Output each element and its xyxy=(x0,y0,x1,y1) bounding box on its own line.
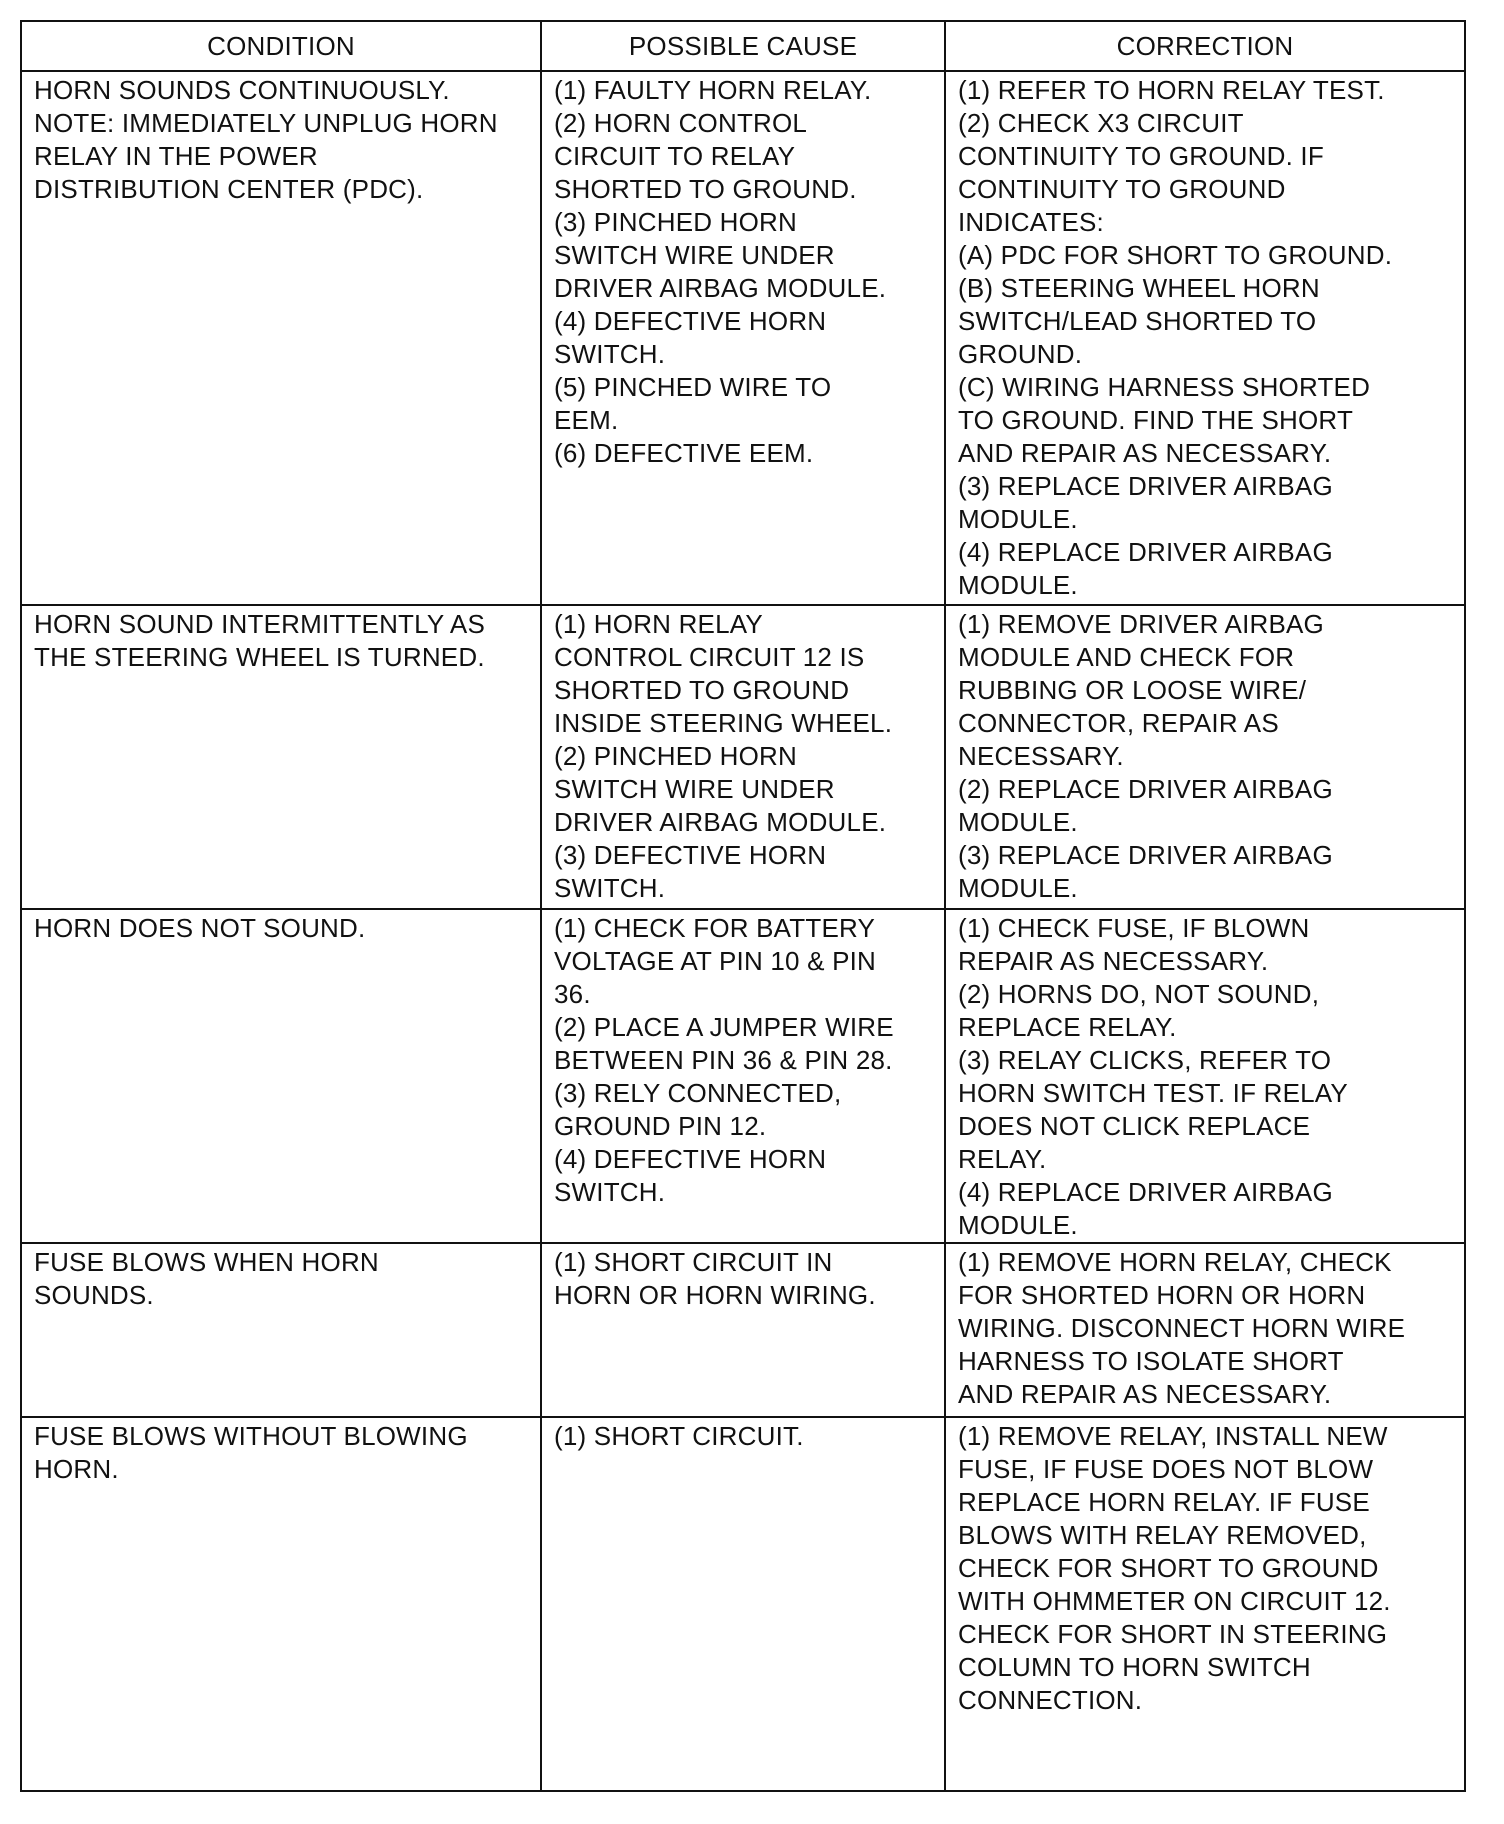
cell-text-line: HORN DOES NOT SOUND. xyxy=(34,913,366,943)
possible-cause-cell xyxy=(541,1243,945,1417)
cell-text-line: (1) SHORT CIRCUIT. xyxy=(554,1421,804,1451)
cell-text-line: (1) REFER TO HORN RELAY TEST. xyxy=(958,75,1385,105)
cell-text-line: THE STEERING WHEEL IS TURNED. xyxy=(34,642,485,672)
condition-cell xyxy=(21,605,541,909)
correction-cell xyxy=(945,909,1465,1243)
diagnosis-table xyxy=(20,20,1466,1792)
cell-text-line: SWITCH. xyxy=(554,1177,666,1207)
cell-text-line: VOLTAGE AT PIN 10 & PIN xyxy=(554,946,877,976)
cell-text-line: DRIVER AIRBAG MODULE. xyxy=(554,807,887,837)
cell-text-line: (3) PINCHED HORN xyxy=(554,207,797,237)
cell-text-line: SWITCH. xyxy=(554,339,666,369)
cell-text-line: (4) REPLACE DRIVER AIRBAG xyxy=(958,1177,1333,1207)
cell-text-line: INDICATES: xyxy=(958,207,1104,237)
cell-text-line: REPLACE HORN RELAY. IF FUSE xyxy=(958,1487,1370,1517)
correction-cell xyxy=(945,1417,1465,1791)
header-row xyxy=(21,21,1465,71)
cell-text-line: CONTINUITY TO GROUND. IF xyxy=(958,141,1324,171)
cell-text-line: (2) HORN CONTROL xyxy=(554,108,808,138)
cell-text-line: MODULE. xyxy=(958,504,1078,534)
cell-text-line: (3) REPLACE DRIVER AIRBAG xyxy=(958,471,1333,501)
cell-text-line: SWITCH WIRE UNDER xyxy=(554,774,835,804)
cell-text-line: BLOWS WITH RELAY REMOVED, xyxy=(958,1520,1367,1550)
cell-text-line: CONTROL CIRCUIT 12 IS xyxy=(554,642,865,672)
cell-text-line: REPAIR AS NECESSARY. xyxy=(958,946,1269,976)
cell-text-line: (3) RELAY CLICKS, REFER TO xyxy=(958,1045,1332,1075)
cell-text-line: RUBBING OR LOOSE WIRE/ xyxy=(958,675,1307,705)
condition-cell xyxy=(21,71,541,605)
table-row xyxy=(21,1417,1465,1791)
cell-text-line: SWITCH/LEAD SHORTED TO xyxy=(958,306,1317,336)
cell-text-line: (4) DEFECTIVE HORN xyxy=(554,306,827,336)
cell-text-line: SHORTED TO GROUND xyxy=(554,675,850,705)
cell-text-line: (1) FAULTY HORN RELAY. xyxy=(554,75,872,105)
cell-text-line: (5) PINCHED WIRE TO xyxy=(554,372,832,402)
cell-text-line: AND REPAIR AS NECESSARY. xyxy=(958,438,1332,468)
correction-cell xyxy=(945,71,1465,605)
table-row xyxy=(21,71,1465,605)
cell-text-line: 36. xyxy=(554,979,591,1009)
cell-text-line: (1) REMOVE RELAY, INSTALL NEW xyxy=(958,1421,1388,1451)
cell-text-line: FOR SHORTED HORN OR HORN xyxy=(958,1280,1366,1310)
cell-text-line: CONTINUITY TO GROUND xyxy=(958,174,1286,204)
table-row xyxy=(21,1243,1465,1417)
cell-text-line: HORN SWITCH TEST. IF RELAY xyxy=(958,1078,1348,1108)
cell-text-line: MODULE. xyxy=(958,570,1078,600)
cell-text-line: HORN SOUNDS CONTINUOUSLY. xyxy=(34,75,450,105)
cell-text-line: FUSE BLOWS WITHOUT BLOWING xyxy=(34,1421,468,1451)
cell-text-line: (4) REPLACE DRIVER AIRBAG xyxy=(958,537,1333,567)
cell-text-line: (3) REPLACE DRIVER AIRBAG xyxy=(958,840,1333,870)
cell-text-line: WIRING. DISCONNECT HORN WIRE xyxy=(958,1313,1406,1343)
condition-cell xyxy=(21,909,541,1243)
possible-cause-cell xyxy=(541,605,945,909)
cell-text-line: (1) CHECK FOR BATTERY xyxy=(554,913,876,943)
table-row xyxy=(21,909,1465,1243)
cell-text-line: EEM. xyxy=(554,405,619,435)
cell-text-line: BETWEEN PIN 36 & PIN 28. xyxy=(554,1045,893,1075)
cell-text-line: HORN OR HORN WIRING. xyxy=(554,1280,876,1310)
cell-text-line: DRIVER AIRBAG MODULE. xyxy=(554,273,887,303)
cell-text-line: WITH OHMMETER ON CIRCUIT 12. xyxy=(958,1586,1391,1616)
cell-text-line: CONNECTION. xyxy=(958,1685,1143,1715)
cell-text-line: MODULE. xyxy=(958,1210,1078,1240)
condition-cell xyxy=(21,1243,541,1417)
cell-text-line: MODULE AND CHECK FOR xyxy=(958,642,1295,672)
correction-cell xyxy=(945,605,1465,909)
cell-text-line: SWITCH. xyxy=(554,873,666,903)
possible-cause-cell xyxy=(541,909,945,1243)
cell-text-line: NOTE: IMMEDIATELY UNPLUG HORN xyxy=(34,108,498,138)
cell-text-line: (2) HORNS DO, NOT SOUND, xyxy=(958,979,1320,1009)
cell-text-line: SOUNDS. xyxy=(34,1280,154,1310)
cell-text-line: MODULE. xyxy=(958,873,1078,903)
cell-text-line: COLUMN TO HORN SWITCH xyxy=(958,1652,1311,1682)
cell-text-line: (2) REPLACE DRIVER AIRBAG xyxy=(958,774,1333,804)
cell-text-line: (3) DEFECTIVE HORN xyxy=(554,840,827,870)
cell-text-line: (1) HORN RELAY xyxy=(554,609,763,639)
cell-text-line: (C) WIRING HARNESS SHORTED xyxy=(958,372,1371,402)
header-condition: CONDITION xyxy=(21,21,541,71)
cell-text-line: (3) RELY CONNECTED, xyxy=(554,1078,842,1108)
cell-text-line: CONNECTOR, REPAIR AS xyxy=(958,708,1279,738)
cell-text-line: SHORTED TO GROUND. xyxy=(554,174,857,204)
cell-text-line: DISTRIBUTION CENTER (PDC). xyxy=(34,174,424,204)
table-row xyxy=(21,605,1465,909)
cell-text-line: RELAY. xyxy=(958,1144,1047,1174)
cell-text-line: HORN SOUND INTERMITTENTLY AS xyxy=(34,609,486,639)
cell-text-line: REPLACE RELAY. xyxy=(958,1012,1177,1042)
possible-cause-cell xyxy=(541,71,945,605)
cell-text-line: CHECK FOR SHORT IN STEERING xyxy=(958,1619,1388,1649)
cell-text-line: (1) REMOVE HORN RELAY, CHECK xyxy=(958,1247,1392,1277)
header-correction: CORRECTION xyxy=(945,21,1465,71)
cell-text-line: (1) CHECK FUSE, IF BLOWN xyxy=(958,913,1310,943)
cell-text-line: SWITCH WIRE UNDER xyxy=(554,240,835,270)
cell-text-line: INSIDE STEERING WHEEL. xyxy=(554,708,893,738)
condition-cell xyxy=(21,1417,541,1791)
cell-text-line: (4) DEFECTIVE HORN xyxy=(554,1144,827,1174)
cell-text-line: (6) DEFECTIVE EEM. xyxy=(554,438,814,468)
header-possible-cause: POSSIBLE CAUSE xyxy=(541,21,945,71)
cell-text-line: (A) PDC FOR SHORT TO GROUND. xyxy=(958,240,1393,270)
cell-text-line: HARNESS TO ISOLATE SHORT xyxy=(958,1346,1344,1376)
cell-text-line: HORN. xyxy=(34,1454,119,1484)
cell-text-line: MODULE. xyxy=(958,807,1078,837)
cell-text-line: (B) STEERING WHEEL HORN xyxy=(958,273,1320,303)
possible-cause-cell xyxy=(541,1417,945,1791)
cell-text-line: CIRCUIT TO RELAY xyxy=(554,141,796,171)
cell-text-line: (2) CHECK X3 CIRCUIT xyxy=(958,108,1244,138)
cell-text-line: DOES NOT CLICK REPLACE xyxy=(958,1111,1311,1141)
cell-text-line: FUSE BLOWS WHEN HORN xyxy=(34,1247,379,1277)
correction-cell xyxy=(945,1243,1465,1417)
cell-text-line: GROUND PIN 12. xyxy=(554,1111,767,1141)
cell-text-line: FUSE, IF FUSE DOES NOT BLOW xyxy=(958,1454,1374,1484)
cell-text-line: TO GROUND. FIND THE SHORT xyxy=(958,405,1354,435)
cell-text-line: (1) SHORT CIRCUIT IN xyxy=(554,1247,833,1277)
cell-text-line: (1) REMOVE DRIVER AIRBAG xyxy=(958,609,1324,639)
cell-text-line: (2) PLACE A JUMPER WIRE xyxy=(554,1012,894,1042)
cell-text-line: AND REPAIR AS NECESSARY. xyxy=(958,1379,1332,1409)
cell-text-line: (2) PINCHED HORN xyxy=(554,741,797,771)
cell-text-line: CHECK FOR SHORT TO GROUND xyxy=(958,1553,1379,1583)
cell-text-line: NECESSARY. xyxy=(958,741,1124,771)
cell-text-line: GROUND. xyxy=(958,339,1083,369)
cell-text-line: RELAY IN THE POWER xyxy=(34,141,318,171)
